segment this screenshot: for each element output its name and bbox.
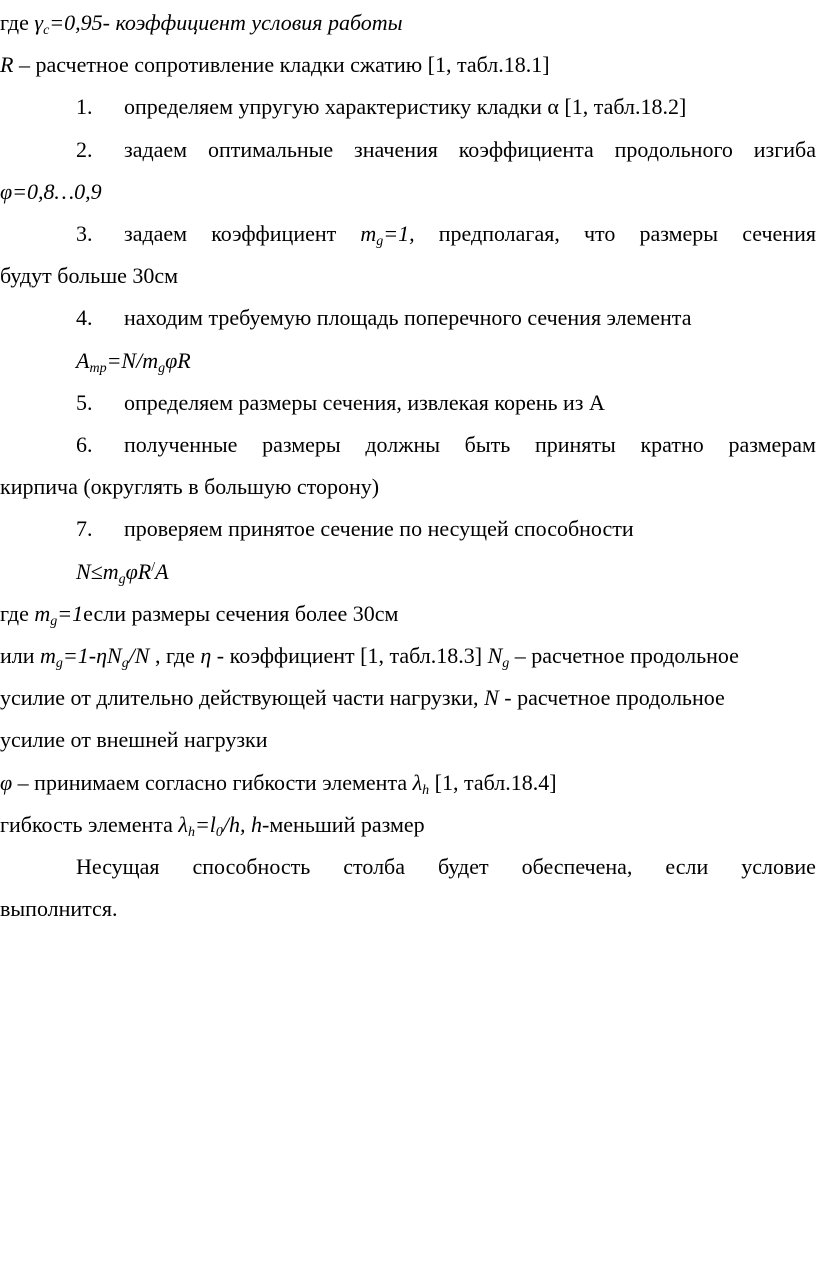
step-3-continued: будут больше 30см xyxy=(0,263,179,288)
step-2: 2. задаем оптимальные значения коэффициента продольного изгиба xyxy=(76,137,816,162)
mg-alternative: или $m_g=1-\eta N_g/N$ , где η - коэффициент [1, табл.18.3] $N_g$ – расчетное продольное xyxy=(0,643,739,671)
phi-definition: φ – принимаем согласно гибкости элемента $\lambda_h$ [1, табл.18.4] xyxy=(0,770,557,798)
r-definition: R – расчетное сопротивление кладки сжатию [1, табл.18.1] xyxy=(0,52,550,77)
mg-alternative-continued: усилие от длительно действующей части нагрузки, N - расчетное продольное xyxy=(0,685,725,710)
area-formula: $A_{тр}=N/m_g\varphi R$ xyxy=(76,348,191,376)
capacity-formula: $N\le m_g\varphi R^/A$ xyxy=(76,559,169,587)
step-1: 1. определяем упругую характеристику кладки α [1, табл.18.2] xyxy=(76,94,687,119)
external-load-note: усилие от внешней нагрузки xyxy=(0,727,268,752)
mg-condition: где $m_g=1если$ размеры сечения более 30см xyxy=(0,601,399,629)
step-3: 3. задаем коэффициент $m_g=1$, предполагая, что размеры сечения xyxy=(76,221,816,249)
step-7: 7. проверяем принятое сечение по несущей способности xyxy=(76,516,634,541)
step-6: 6. полученные размеры должны быть приняты кратно размерам xyxy=(76,432,816,457)
gamma-definition: где $\gamma_c=0,95-$ коэффициент условия работы xyxy=(0,10,403,38)
conclusion-continued: выполнится. xyxy=(0,896,118,921)
phi-range: φ=0,8…0,9 xyxy=(0,179,102,204)
step-6-continued: кирпича (округлять в большую сторону) xyxy=(0,474,380,499)
step-5: 5. определяем размеры сечения, извлекая корень из А xyxy=(76,390,605,415)
step-4: 4. находим требуемую площадь поперечного сечения элемента xyxy=(76,305,692,330)
slenderness-definition: гибкость элемента $\lambda_h=l_0/h$, h-меньший размер xyxy=(0,812,425,840)
conclusion: Несущая способность столба будет обеспечена, если условие xyxy=(76,854,816,879)
